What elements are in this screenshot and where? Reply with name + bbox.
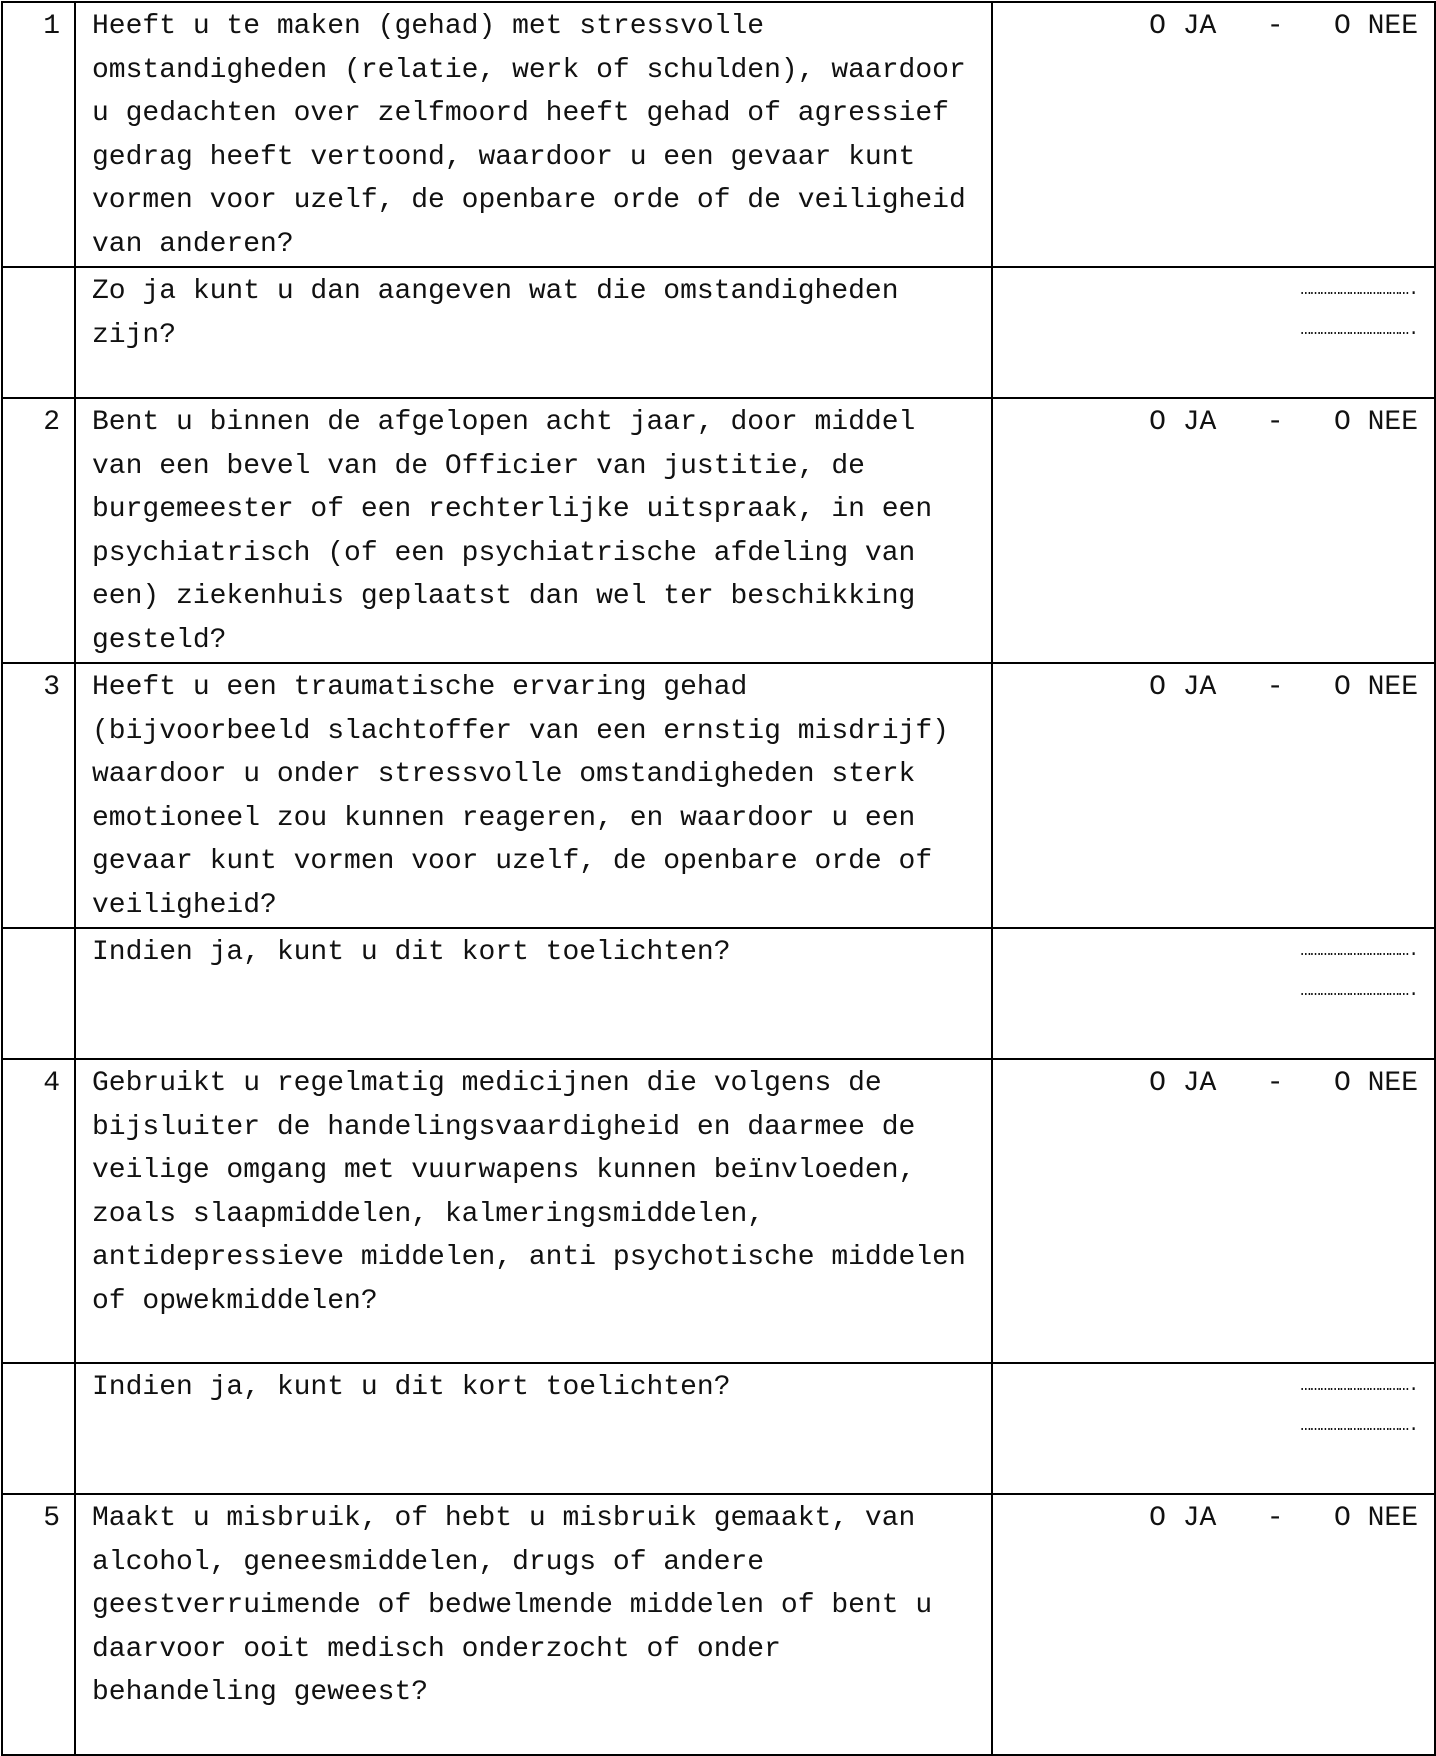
question-number: 5 bbox=[2, 1494, 75, 1755]
question-number: 1 bbox=[2, 2, 75, 267]
answer-yes-option[interactable]: O JA bbox=[1149, 1503, 1217, 1534]
yes-no-answer[interactable] bbox=[992, 1494, 1435, 1755]
dotted-answer-line[interactable]: ……………………………. bbox=[1300, 320, 1418, 340]
answer-yes-option[interactable]: O JA bbox=[1149, 1068, 1217, 1099]
answer-separator: - bbox=[1266, 407, 1284, 438]
dotted-answer-line[interactable]: ……………………………. bbox=[1300, 981, 1418, 1001]
yes-no-answer[interactable] bbox=[992, 1059, 1435, 1363]
question-text: Maakt u misbruik, of hebt u misbruik gemaakt, van alcohol, geneesmiddelen, drugs of andere geestverruimende of bedwelmende middelen of bent u daarvoor ooit medisch onderzocht of onder behandeling geweest? bbox=[75, 1494, 992, 1755]
empty-number-cell bbox=[2, 267, 75, 398]
explanation-answer-field[interactable] bbox=[992, 928, 1435, 1059]
question-row-2 bbox=[2, 398, 1435, 663]
question-row-5 bbox=[2, 1494, 1435, 1755]
answer-yes-option[interactable]: O JA bbox=[1149, 672, 1217, 703]
followup-question-text: Indien ja, kunt u dit kort toelichten? bbox=[75, 1363, 992, 1494]
question-text: Heeft u een traumatische ervaring gehad (bijvoorbeeld slachtoffer van een ernstig misdrijf) waardoor u onder stressvolle omstandigheden sterk emotioneel zou kunnen reageren, en waardoor u een gevaar kunt vormen voor uzelf, de openbare orde of veiligheid? bbox=[75, 663, 992, 928]
question-text: Gebruikt u regelmatig medicijnen die volgens de bijsluiter de handelingsvaardigheid en daarmee de veilige omgang met vuurwapens kunnen beïnvloeden, zoals slaapmiddelen, kalmeringsmiddelen, antidepressieve middelen, anti psychotische middelen of opwekmiddelen? bbox=[75, 1059, 992, 1363]
answer-no-option[interactable]: O NEE bbox=[1333, 11, 1418, 42]
question-text: Bent u binnen de afgelopen acht jaar, door middel van een bevel van de Officier van justitie, de burgemeester of een rechterlijke uitspraak, in een psychiatrisch (of een psychiatrische afdeling van een) ziekenhuis geplaatst dan wel ter beschikking gesteld? bbox=[75, 398, 992, 663]
question-text: Heeft u te maken (gehad) met stressvolle omstandigheden (relatie, werk of schulden), waardoor u gedachten over zelfmoord heeft gehad of agressief gedrag heeft vertoond, waardoor u een gevaar kunt vormen voor uzelf, de openbare orde of de veiligheid van anderen? bbox=[75, 2, 992, 267]
followup-question-text: Zo ja kunt u dan aangeven wat die omstandigheden zijn? bbox=[75, 267, 992, 398]
dotted-answer-line[interactable]: ……………………………. bbox=[1300, 1416, 1418, 1436]
question-row-4 bbox=[2, 1059, 1435, 1363]
answer-no-option[interactable]: O NEE bbox=[1333, 407, 1418, 438]
empty-number-cell bbox=[2, 928, 75, 1059]
answer-separator: - bbox=[1266, 1503, 1284, 1534]
answer-separator: - bbox=[1266, 1068, 1284, 1099]
explanation-answer-field[interactable] bbox=[992, 1363, 1435, 1494]
answer-separator: - bbox=[1266, 11, 1284, 42]
explanation-answer-field[interactable] bbox=[992, 267, 1435, 398]
dotted-answer-line[interactable]: ……………………………. bbox=[1300, 941, 1418, 961]
followup-row-1 bbox=[2, 267, 1435, 398]
followup-row-4 bbox=[2, 1363, 1435, 1494]
followup-row-3 bbox=[2, 928, 1435, 1059]
answer-yes-option[interactable]: O JA bbox=[1149, 407, 1217, 438]
empty-number-cell bbox=[2, 1363, 75, 1494]
question-number: 2 bbox=[2, 398, 75, 663]
question-row-3 bbox=[2, 663, 1435, 928]
dotted-answer-line[interactable]: ……………………………. bbox=[1300, 1376, 1418, 1396]
answer-separator: - bbox=[1266, 672, 1284, 703]
answer-no-option[interactable]: O NEE bbox=[1333, 1068, 1418, 1099]
answer-yes-option[interactable]: O JA bbox=[1149, 11, 1217, 42]
answer-no-option[interactable]: O NEE bbox=[1333, 672, 1418, 703]
questionnaire-table bbox=[1, 1, 1436, 1756]
yes-no-answer[interactable] bbox=[992, 2, 1435, 267]
yes-no-answer[interactable] bbox=[992, 398, 1435, 663]
yes-no-answer[interactable] bbox=[992, 663, 1435, 928]
answer-no-option[interactable]: O NEE bbox=[1333, 1503, 1418, 1534]
question-number: 3 bbox=[2, 663, 75, 928]
dotted-answer-line[interactable]: ……………………………. bbox=[1300, 280, 1418, 300]
followup-question-text: Indien ja, kunt u dit kort toelichten? bbox=[75, 928, 992, 1059]
question-number: 4 bbox=[2, 1059, 75, 1363]
question-row-1 bbox=[2, 2, 1435, 267]
